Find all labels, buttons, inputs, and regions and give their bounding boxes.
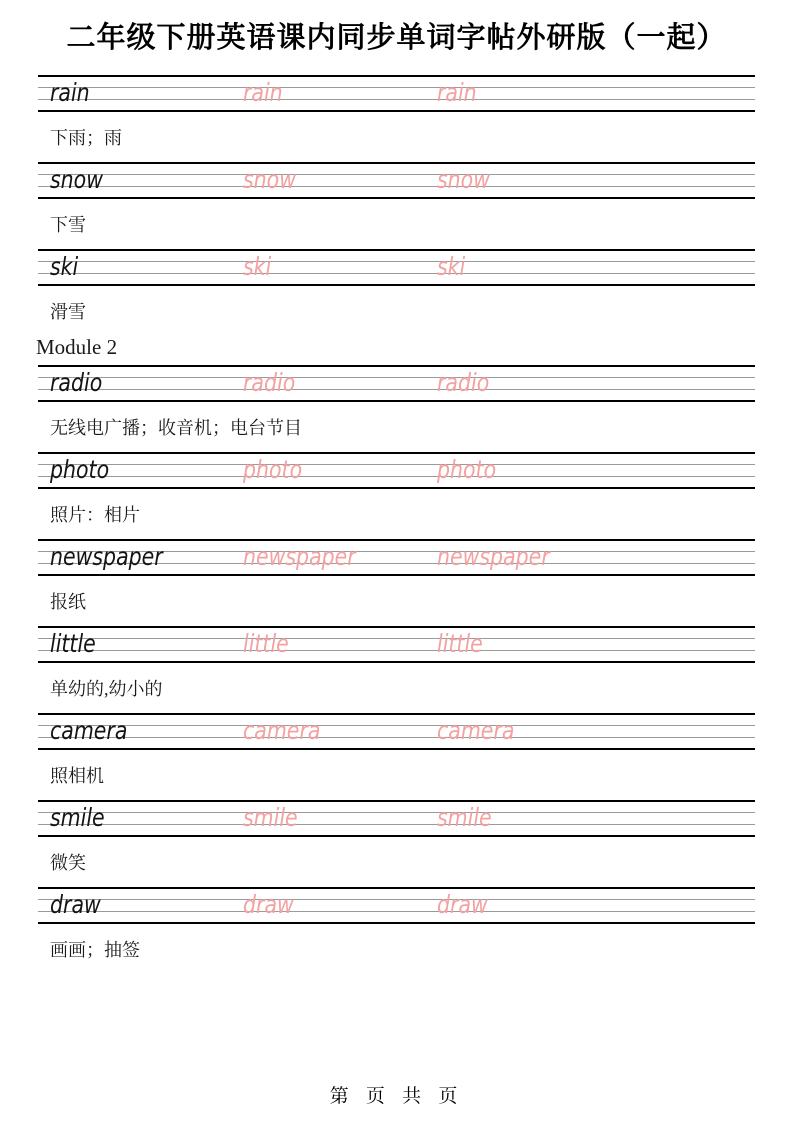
- word-meaning: 照相机: [50, 766, 104, 786]
- guide-line-bottom: [38, 922, 755, 924]
- word-trace-2: camera: [437, 716, 515, 745]
- writing-guide-lines: [38, 626, 755, 663]
- guide-line-bottom: [38, 110, 755, 112]
- guide-line-top: [38, 162, 755, 164]
- guide-line-top: [38, 713, 755, 715]
- writing-guide-lines: [38, 365, 755, 402]
- word-trace-1: radio: [243, 368, 296, 397]
- guide-line-upper: [38, 174, 755, 175]
- guide-line-bottom: [38, 661, 755, 663]
- word-trace-2: photo: [437, 455, 497, 484]
- word-printed: ski: [50, 252, 79, 281]
- word-entry: [38, 249, 755, 365]
- word-entry: [38, 365, 755, 452]
- word-trace-2: ski: [437, 252, 466, 281]
- guide-line-top: [38, 365, 755, 367]
- word-entry: [38, 539, 755, 626]
- writing-guide-lines: [38, 887, 755, 924]
- page-title: 二年级下册英语课内同步单词字帖外研版（一起）: [66, 22, 727, 54]
- word-meaning: 画画；抽签: [50, 940, 140, 960]
- guide-line-upper: [38, 261, 755, 262]
- word-printed: radio: [50, 368, 103, 397]
- word-entry: [38, 626, 755, 713]
- word-trace-2: smile: [437, 803, 492, 832]
- module-section-label: Module 2: [36, 335, 118, 359]
- guide-line-bottom: [38, 284, 755, 286]
- guide-line-top: [38, 626, 755, 628]
- guide-line-top: [38, 452, 755, 454]
- word-trace-2: draw: [437, 890, 488, 919]
- guide-line-top: [38, 887, 755, 889]
- guide-line-lower: [38, 824, 755, 825]
- word-trace-1: camera: [243, 716, 321, 745]
- guide-line-bottom: [38, 574, 755, 576]
- word-trace-1: snow: [243, 165, 296, 194]
- word-trace-2: rain: [437, 78, 477, 107]
- word-trace-1: draw: [243, 890, 294, 919]
- word-trace-2: little: [437, 629, 483, 658]
- guide-line-lower: [38, 650, 755, 651]
- word-meaning: 下雨；雨: [50, 128, 122, 148]
- guide-line-upper: [38, 377, 755, 378]
- word-printed: snow: [50, 165, 103, 194]
- word-meaning: 照片：相片: [50, 505, 140, 525]
- word-trace-2: radio: [437, 368, 490, 397]
- word-trace-2: snow: [437, 165, 490, 194]
- word-entry-list: [38, 75, 755, 974]
- word-meaning: 单幼的,幼小的: [50, 679, 163, 699]
- word-trace-1: smile: [243, 803, 298, 832]
- writing-guide-lines: [38, 713, 755, 750]
- word-entry: [38, 800, 755, 887]
- word-entry: [38, 713, 755, 800]
- guide-line-top: [38, 75, 755, 77]
- guide-line-bottom: [38, 487, 755, 489]
- word-entry: [38, 452, 755, 539]
- word-printed: draw: [50, 890, 101, 919]
- word-trace-1: photo: [243, 455, 303, 484]
- writing-guide-lines: [38, 539, 755, 576]
- guide-line-upper: [38, 725, 755, 726]
- guide-line-upper: [38, 899, 755, 900]
- guide-line-top: [38, 800, 755, 802]
- guide-line-bottom: [38, 748, 755, 750]
- guide-line-upper: [38, 87, 755, 88]
- guide-line-lower: [38, 99, 755, 100]
- guide-line-top: [38, 539, 755, 541]
- writing-guide-lines: [38, 249, 755, 286]
- word-trace-1: newspaper: [243, 542, 356, 571]
- page-footer: 第 页 共 页: [329, 1086, 464, 1107]
- word-trace-2: newspaper: [437, 542, 550, 571]
- writing-guide-lines: [38, 162, 755, 199]
- word-meaning: 微笑: [50, 853, 86, 873]
- word-printed: little: [50, 629, 96, 658]
- writing-guide-lines: [38, 75, 755, 112]
- guide-line-top: [38, 249, 755, 251]
- guide-line-lower: [38, 737, 755, 738]
- word-entry: [38, 887, 755, 974]
- guide-line-lower: [38, 911, 755, 912]
- word-meaning: 下雪: [50, 215, 86, 235]
- guide-line-upper: [38, 464, 755, 465]
- writing-guide-lines: [38, 452, 755, 489]
- word-trace-1: rain: [243, 78, 283, 107]
- word-printed: rain: [50, 78, 90, 107]
- guide-line-lower: [38, 476, 755, 477]
- word-meaning: 滑雪: [50, 302, 86, 322]
- word-entry: [38, 162, 755, 249]
- word-printed: smile: [50, 803, 105, 832]
- guide-line-bottom: [38, 197, 755, 199]
- guide-line-lower: [38, 273, 755, 274]
- writing-guide-lines: [38, 800, 755, 837]
- word-printed: camera: [50, 716, 128, 745]
- word-meaning: 报纸: [50, 592, 86, 612]
- word-trace-1: little: [243, 629, 289, 658]
- word-printed: newspaper: [50, 542, 163, 571]
- word-trace-1: ski: [243, 252, 272, 281]
- guide-line-upper: [38, 638, 755, 639]
- word-printed: photo: [50, 455, 110, 484]
- guide-line-lower: [38, 389, 755, 390]
- guide-line-bottom: [38, 835, 755, 837]
- guide-line-lower: [38, 186, 755, 187]
- guide-line-bottom: [38, 400, 755, 402]
- guide-line-upper: [38, 812, 755, 813]
- word-entry: [38, 75, 755, 162]
- word-meaning: 无线电广播；收音机；电台节目: [50, 418, 302, 438]
